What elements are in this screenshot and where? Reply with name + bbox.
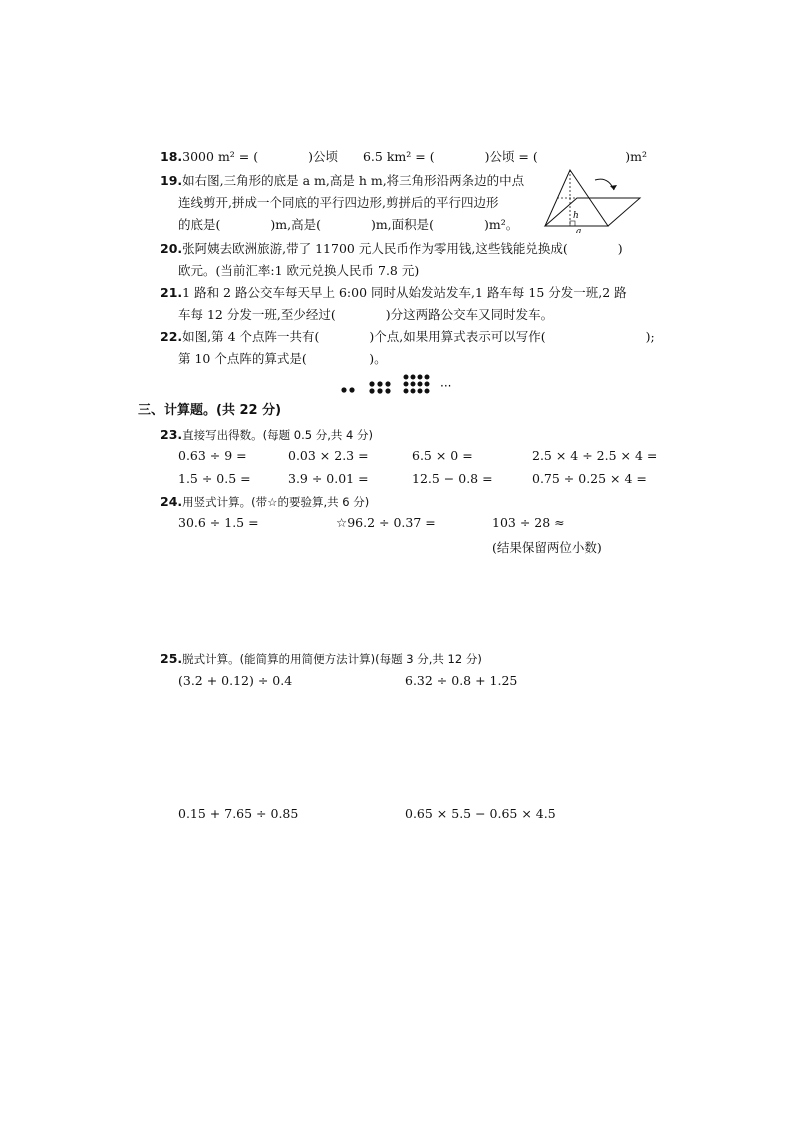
question-21 [160,284,627,302]
question-title: 用竖式计算。(带☆的要验算,共 6 分) [182,495,370,509]
question-23 [160,426,373,444]
calc-item: 0.15 + 7.65 ÷ 0.85 [178,806,299,821]
question-text-line1: 如右图,三角形的底是 a m,高是 h m,将三角形沿两条边的中点 [182,173,525,188]
calc-item: (3.2 + 0.12) ÷ 0.4 [178,673,293,688]
calc-item: 6.32 ÷ 0.8 + 1.25 [405,673,518,688]
calc-item: ☆96.2 ÷ 0.37 = [336,515,436,530]
question-25 [160,650,482,668]
question-text-line1: 1 路和 2 路公交车每天早上 6:00 同时从始发站发车,1 路车每 15 分发一班,2 路 [182,285,627,300]
question-text-line1: 张阿姨去欧洲旅游,带了 11700 元人民币作为零用钱,这些钱能兑换成( ) [182,241,623,256]
question-20-line2: 欧元。(当前汇率:1 欧元兑换人民币 7.8 元) [178,263,420,278]
question-21-line2: 车每 12 分发一班,至少经过( )分这两路公交车又同时发车。 [178,307,554,322]
triangle-parallelogram-figure [540,168,645,233]
dot-array-figure [340,372,470,396]
calc-item: 6.5 × 0 = [412,448,473,463]
calc-item: 0.03 × 2.3 = [288,448,369,463]
rounding-note: (结果保留两位小数) [492,540,602,555]
question-19-line2: 连线剪开,拼成一个同底的平行四边形,剪拼后的平行四边形 [178,195,499,210]
rotate-arrow-icon [595,179,614,190]
label-a: a [576,227,582,233]
question-title: 脱式计算。(能简算的用简便方法计算)(每题 3 分,共 12 分) [182,652,482,666]
calc-item: 0.75 ÷ 0.25 × 4 = [532,471,647,486]
question-number: 20. [160,241,183,256]
question-title: 直接写出得数。(每题 0.5 分,共 4 分) [182,428,374,442]
question-20 [160,240,623,258]
question-text-line1: 如图,第 4 个点阵一共有( )个点,如果用算式表示可以写作( ); [182,329,655,344]
section-3-title: 三、计算题。(共 22 分) [138,403,282,418]
question-number: 23. [160,427,183,442]
dots-ellipsis: ··· [440,379,452,393]
calc-item: 0.63 ÷ 9 = [178,448,247,463]
calc-item: 2.5 × 4 ÷ 2.5 × 4 = [532,448,658,463]
arrow-head-icon [610,185,617,190]
dot-array-1 [341,387,354,392]
parallelogram-shape [545,198,640,226]
question-number: 21. [160,285,183,300]
question-19-line3: 的底是( )m,高是( )m,面积是( )m²。 [178,217,519,232]
question-number: 24. [160,494,183,509]
question-19 [160,172,524,190]
calc-item: 1.5 ÷ 0.5 = [178,471,251,486]
question-18 [160,148,647,166]
question-number: 22. [160,329,183,344]
question-number: 25. [160,651,183,666]
calc-item: 30.6 ÷ 1.5 = [178,515,259,530]
dot-array-2 [369,381,390,393]
calc-item: 12.5 − 0.8 = [412,471,493,486]
question-22 [160,328,655,346]
label-h: h [573,211,579,221]
question-number: 18. [160,149,183,164]
question-number: 19. [160,173,183,188]
question-text: 3000 m² = ( )公顷 6.5 km² = ( )公顷 = ( )m² [182,149,647,164]
dot-array-3 [404,375,430,394]
calc-item: 103 ÷ 28 ≈ [492,515,565,530]
question-22-line2: 第 10 个点阵的算式是( )。 [178,351,387,366]
question-24 [160,493,369,511]
calc-item: 3.9 ÷ 0.01 = [288,471,369,486]
right-angle-mark [570,221,575,226]
calc-item: 0.65 × 5.5 − 0.65 × 4.5 [405,806,556,821]
